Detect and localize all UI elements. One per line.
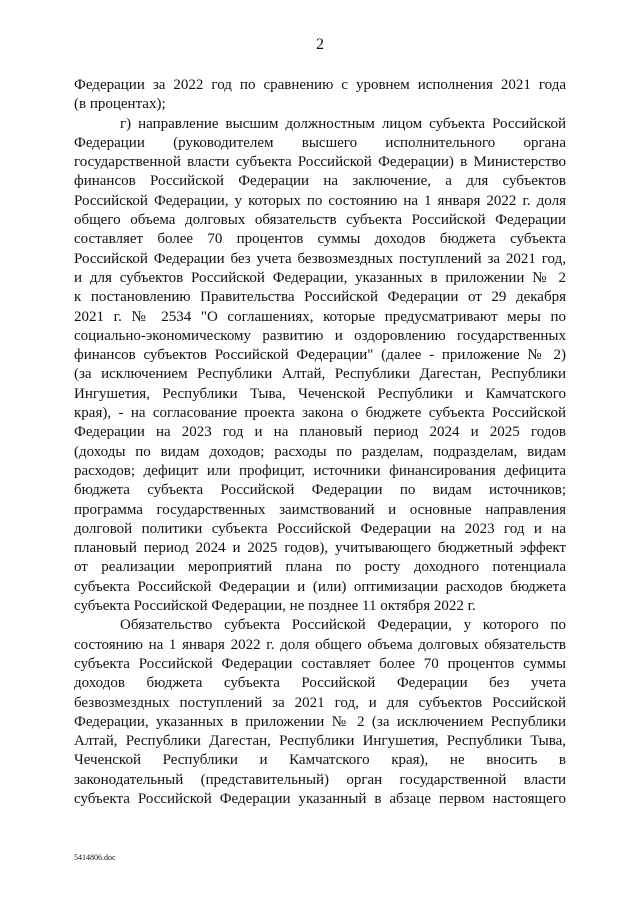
text-line: общего объема долговых обязательств субъекта Российской Федерации bbox=[74, 212, 566, 229]
text-line: состоянию на 1 января 2022 г. доля общего объема долговых обязательств bbox=[74, 636, 566, 653]
paragraph-item-g bbox=[74, 115, 566, 617]
text-line: субъекта Российской Федерации указанный в абзаце первом настоящего bbox=[74, 790, 566, 807]
text-line: субъекта Российской Федерации составляет более 70 процентов суммы bbox=[74, 655, 566, 672]
text-line: плановый период 2024 и 2025 годов), учитывающего бюджетный эффект bbox=[74, 540, 566, 557]
text-line: финансов субъектов Российской Федерации" (далее - приложение № 2) bbox=[74, 347, 566, 364]
text-line: Обязательство субъекта Российской Федерации, у которого по bbox=[120, 617, 566, 634]
text-line: Федерации, указанных в приложении № 2 (за исключением Республики bbox=[74, 713, 566, 730]
page-number: 2 bbox=[316, 36, 324, 53]
text-line: социально-экономическому развитию и оздоровлению государственных bbox=[74, 327, 566, 344]
text-line: 2021 г. № 2534 "О соглашениях, которые предусматривают меры по bbox=[74, 308, 566, 325]
text-line: Федерации за 2022 год по сравнению с уровнем исполнения 2021 года bbox=[74, 77, 566, 93]
text-line: составляет более 70 процентов суммы доходов бюджета субъекта bbox=[74, 231, 566, 248]
text-line: к постановлению Правительства Российской Федерации от 29 декабря bbox=[74, 289, 566, 306]
text-line: законодательный (представительный) орган государственной власти bbox=[74, 771, 566, 788]
text-line: (доходы по видам доходов; расходы по разделам, подразделам, видам bbox=[74, 443, 566, 460]
text-line: (за исключением Республики Алтай, Республики Дагестан, Республики bbox=[74, 366, 566, 383]
text-line: программа государственных заимствований и основные направления bbox=[74, 501, 566, 518]
text-line: долговой политики субъекта Российской Федерации на 2023 год и на bbox=[74, 520, 566, 537]
text-line: государственной власти субъекта Российской Федерации) в Министерство bbox=[74, 154, 566, 171]
text-line: края), - на согласование проекта закона о бюджете субъекта Российской bbox=[74, 405, 566, 422]
text-line: и для субъектов Российской Федерации, указанных в приложении № 2 bbox=[74, 269, 566, 286]
text-line: субъекта Российской Федерации и (или) оптимизации расходов бюджета bbox=[74, 578, 566, 595]
text-line: бюджета субъекта Российской Федерации по видам источников; bbox=[74, 482, 566, 499]
text-line: безвозмездных поступлений за 2021 год, и для субъектов Российской bbox=[74, 694, 566, 711]
paragraph-obligation bbox=[74, 616, 566, 809]
text-line: Федерации (руководителем высшего исполнительного органа bbox=[74, 134, 566, 151]
text-line: Федерации на 2023 год и на плановый период 2024 и 2025 годов bbox=[74, 424, 566, 441]
text-line: Российской Федерации без учета безвозмездных поступлений за 2021 год, bbox=[74, 250, 566, 267]
text-line: Ингушетия, Республики Тыва, Чеченской Республики и Камчатского bbox=[74, 385, 566, 402]
text-line: Российской Федерации, у которых по состоянию на 1 января 2022 г. доля bbox=[74, 192, 566, 209]
text-line: субъекта Российской Федерации, не позднее 11 октября 2022 г. bbox=[74, 598, 476, 615]
text-line: (в процентах); bbox=[74, 96, 166, 113]
text-line: г) направление высшим должностным лицом субъекта Российской bbox=[120, 115, 566, 132]
text-line: расходов; дефицит или профицит, источники финансирования дефицита bbox=[74, 462, 566, 479]
text-line: доходов бюджета субъекта Российской Федерации без учета bbox=[74, 675, 566, 692]
document-body bbox=[74, 76, 566, 809]
text-line: Алтай, Республики Дагестан, Республики Ингушетия, Республики Тыва, bbox=[74, 733, 566, 750]
footer-filename: 5414806.doc bbox=[74, 853, 116, 862]
text-line: финансов Российской Федерации на заключение, а для субъектов bbox=[74, 173, 566, 190]
paragraph-continuation bbox=[74, 76, 566, 115]
text-line: Чеченской Республики и Камчатского края), не вносить в bbox=[74, 752, 566, 769]
text-line: от реализации мероприятий плана по росту доходного потенциала bbox=[74, 559, 566, 576]
